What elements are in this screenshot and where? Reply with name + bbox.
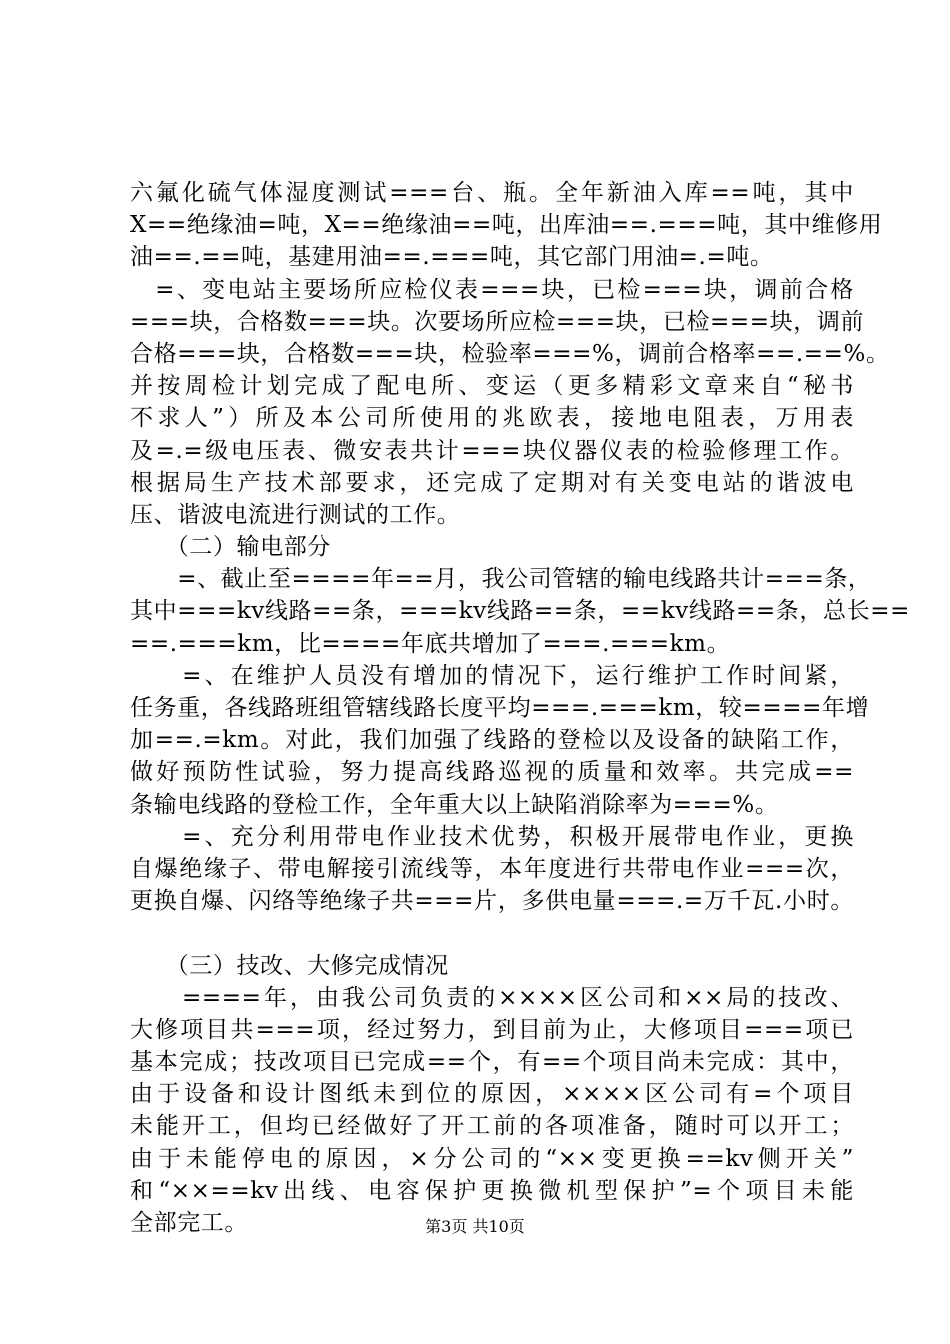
text-line: 压、谐波电流进行测试的工作。 <box>130 501 461 528</box>
text-line: 六氟化硫气体湿度测试===台、瓶。全年新油入库==吨，其中 <box>130 180 854 206</box>
section-heading-transmission: （二）输电部分 <box>130 534 331 561</box>
text-line: 任务重，各线路班组管辖线路长度平均===.===km，较====年增 <box>130 695 870 721</box>
text-line: 加==.=km。对此，我们加强了线路的登检以及设备的缺陷工作， <box>130 727 854 754</box>
page-number-footer: 第3页 共10页 <box>425 1217 525 1236</box>
text-line: 并按周检计划完成了配电所、变运（更多精彩文章来自“秘书 <box>130 373 854 400</box>
paragraph-sf6-oil <box>130 177 883 274</box>
text-line: =、截止至====年==月，我公司管辖的输电线路共计===条， <box>130 566 872 593</box>
text-line: 不求人”）所及本公司所使用的兆欧表，接地电阻表，万用表 <box>130 405 854 432</box>
text-line: 大修项目共===项，经过努力，到目前为止，大修项目===项已 <box>130 1016 854 1043</box>
paragraph-maintenance <box>130 660 870 821</box>
paragraph-live-work <box>130 821 854 918</box>
text-line: 未能开工，但均已经做好了开工前的各项准备，随时可以开工； <box>130 1113 854 1140</box>
text-line: 条输电线路的登检工作，全年重大以上缺陷消除率为===%。 <box>130 791 779 818</box>
text-line: 其中===kv线路==条，===kv线路==条，==kv线路==条，总长== <box>130 598 910 625</box>
text-line: 由于设备和设计图纸未到位的原因，××××区公司有=个项目 <box>130 1081 854 1108</box>
text-line: 更换自爆、闪络等绝缘子共===片，多供电量===.=万千瓦.小时。 <box>130 888 854 915</box>
text-line: 合格===块，合格数===块，检验率===%，调前合格率==.==%。 <box>130 340 890 367</box>
paragraph-transmission-lines <box>130 563 910 660</box>
text-line: 及=.=级电压表、微安表共计===块仪器仪表的检验修理工作。 <box>130 437 854 464</box>
text-line: 根据局生产技术部要求，还完成了定期对有关变电站的谐波电 <box>130 469 854 496</box>
paragraph-upgrade-projects <box>130 982 854 1240</box>
text-line: X==绝缘油=吨，X==绝缘油==吨，出库油==.===吨，其中维修用 <box>130 212 883 239</box>
text-line: ====年，由我公司负责的××××区公司和××局的技改、 <box>130 984 854 1011</box>
text-line: =、充分利用带电作业技术优势，积极开展带电作业，更换 <box>130 823 854 850</box>
text-line: ===块，合格数===块。次要场所应检===块，已检===块，调前 <box>130 308 865 335</box>
paragraph-substation-instruments <box>130 274 890 532</box>
blank-line <box>130 917 854 949</box>
text-line: 自爆绝缘子、带电解接引流线等，本年度进行共带电作业===次， <box>130 855 854 882</box>
text-line: 做好预防性试验，努力提高线路巡视的质量和效率。共完成== <box>130 759 854 786</box>
document-body <box>130 177 910 1239</box>
text-line: 全部完工。 <box>130 1210 248 1236</box>
section-heading-upgrades: （三）技改、大修完成情况 <box>130 952 449 979</box>
text-line: 基本完成；技改项目已完成==个，有==个项目尚未完成：其中， <box>130 1049 854 1076</box>
text-line: 和“××==kv出线、电容保护更换微机型保护”=个项目未能 <box>130 1177 854 1204</box>
text-line: ==.===km，比====年底共增加了===.===km。 <box>130 630 731 657</box>
text-line: =、变电站主要场所应检仪表===块，已检===块，调前合格 <box>130 276 854 303</box>
text-line: =、在维护人员没有增加的情况下，运行维护工作时间紧， <box>130 662 854 689</box>
text-line: 油==.==吨，基建用油==.===吨，其它部门用油=.=吨。 <box>130 244 774 271</box>
text-line: 由于未能停电的原因，×分公司的“××变更换==kv侧开关” <box>130 1145 854 1172</box>
